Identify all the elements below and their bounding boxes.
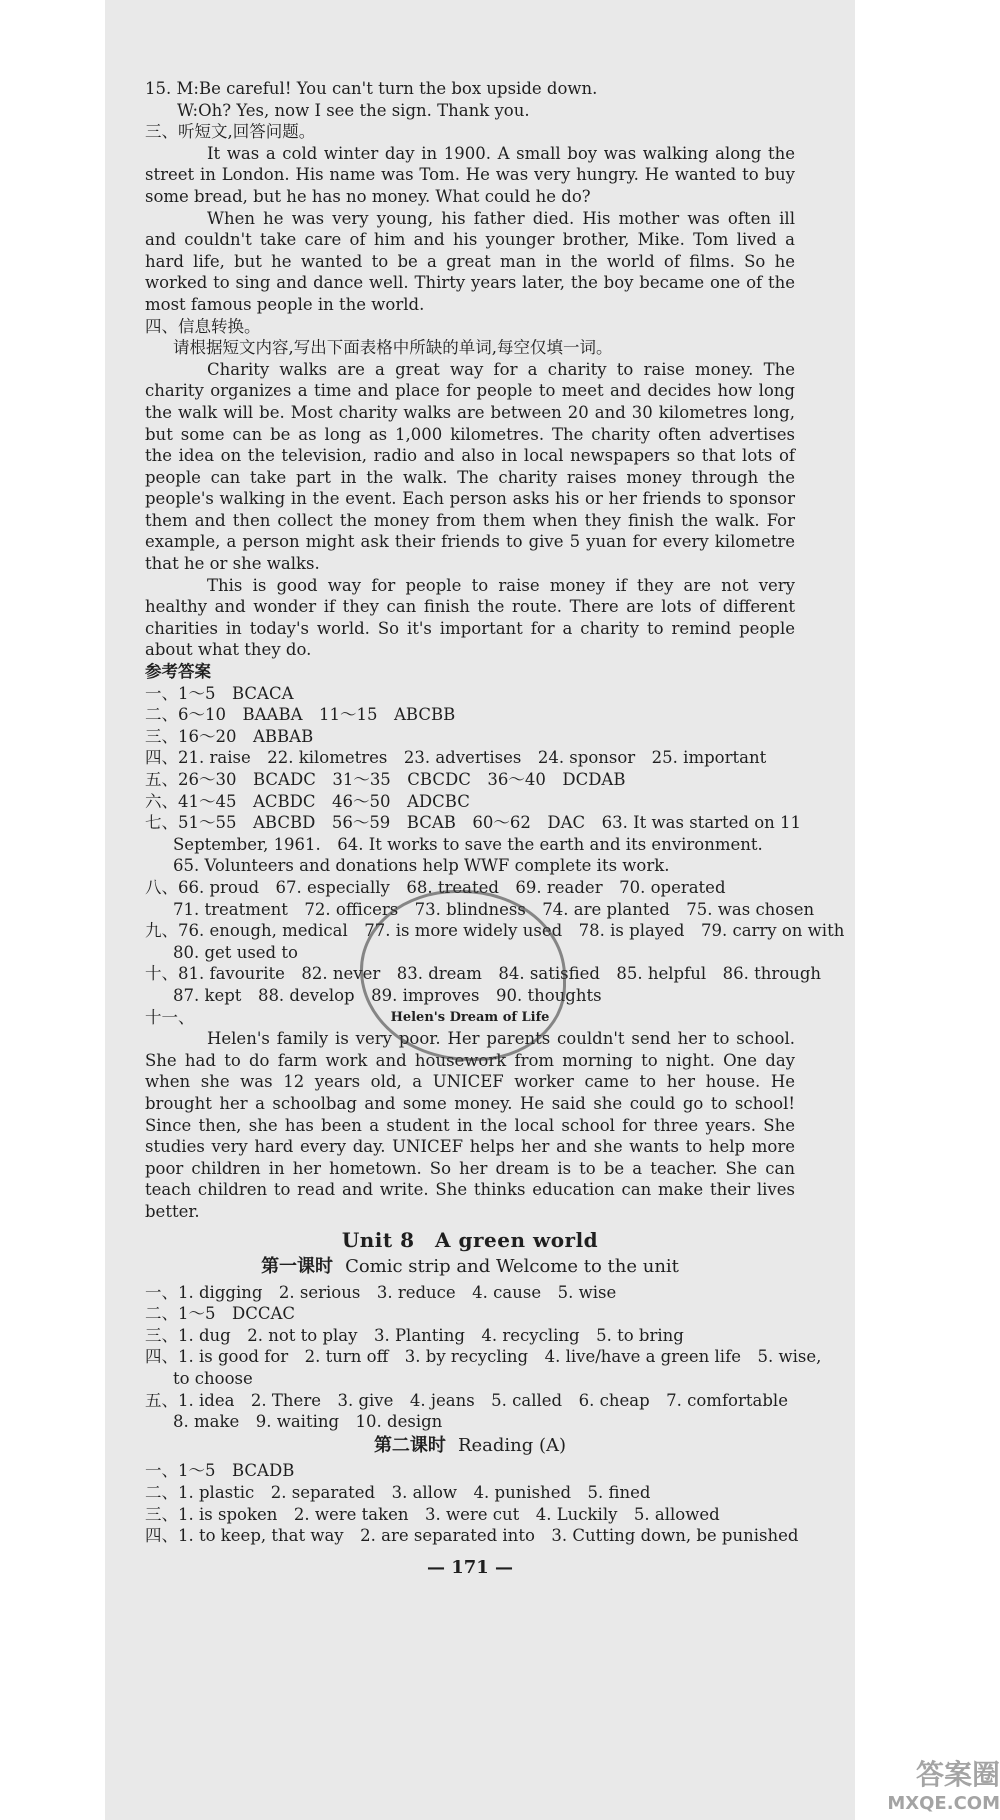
passage2-paragraph: This is good way for people to raise money if they are not very healthy and wonder if they can finish the route. There are lots of different charities in today's world. So it's important for a charity to remind people about what they do. bbox=[145, 575, 795, 660]
lesson1-title: Comic strip and Welcome to the unit bbox=[345, 1256, 679, 1278]
lesson1-line: 一、1. digging 2. serious 3. reduce 4. cause 5. wise bbox=[145, 1282, 617, 1302]
answer-line: 一、1～5 BCACA bbox=[145, 683, 294, 703]
lesson1-line: 四、1. is good for 2. turn off 3. by recycling 4. live/have a green life 5. wise, bbox=[145, 1347, 822, 1367]
lesson1-line: 五、1. idea 2. There 3. give 4. jeans 5. called 6. cheap 7. comfortable bbox=[145, 1390, 788, 1410]
answer-line: 65. Volunteers and donations help WWF complete its work. bbox=[173, 856, 670, 876]
dialogue-line-w: W:Oh? Yes, now I see the sign. Thank you. bbox=[177, 100, 530, 120]
lesson1-label: 第一课时 bbox=[261, 1256, 334, 1278]
lesson2-line: 四、1. to keep, that way 2. are separated into 3. Cutting down, be punished bbox=[145, 1526, 799, 1546]
answer-line: 80. get used to bbox=[173, 942, 298, 962]
answers-heading: 参考答案 bbox=[145, 662, 211, 682]
lesson2-header bbox=[145, 1435, 795, 1457]
section-3-heading: 三、听短文,回答问题。 bbox=[145, 122, 316, 142]
answer-line: September, 1961. 64. It works to save the earth and its environment. bbox=[173, 834, 763, 854]
answer-line: 九、76. enough, medical 77. is more widely used 78. is played 79. carry on with bbox=[145, 921, 845, 941]
scanned-page bbox=[105, 0, 855, 1820]
lesson2-line: 二、1. plastic 2. separated 3. allow 4. punished 5. fined bbox=[145, 1483, 651, 1502]
passage1-paragraph: It was a cold winter day in 1900. A small boy was walking along the street in London. His name was Tom. He was very hungry. He wanted to buy some bread, but he has no money. What could he do? bbox=[145, 143, 795, 206]
section-4-heading: 四、信息转换。 bbox=[145, 316, 261, 336]
lesson2-line: 三、1. is spoken 2. were taken 3. were cut 4. Luckily 5. allowed bbox=[145, 1504, 720, 1524]
page-number: — 171 — bbox=[426, 1556, 514, 1578]
lesson2-line: 一、1～5 BCADB bbox=[145, 1461, 295, 1481]
lesson2-title: Reading (A) bbox=[457, 1434, 567, 1456]
answer-line: 八、66. proud 67. especially 68. treated 69. reader 70. operated bbox=[145, 877, 726, 897]
lesson1-line: 8. make 9. waiting 10. design bbox=[173, 1412, 443, 1432]
essay-label: 十一、 bbox=[145, 1007, 195, 1027]
lesson1-line: to choose bbox=[173, 1369, 253, 1389]
answer-line: 87. kept 88. develop 89. improves 90. thoughts bbox=[173, 985, 602, 1005]
answer-line: 六、41～45 ACBDC 46～50 ADCBC bbox=[145, 791, 470, 811]
section-4-instruction: 请根据短文内容,写出下面表格中所缺的单词,每空仅填一词。 bbox=[173, 338, 613, 358]
watermark-main: 答案圈 bbox=[915, 1758, 1000, 1791]
essay-title: Helen's Dream of Life bbox=[390, 1009, 550, 1025]
dialogue-line-m: 15. M:Be careful! You can't turn the box upside down. bbox=[145, 79, 598, 98]
watermark-sub: MXQE.COM bbox=[887, 1793, 1000, 1814]
page-content bbox=[145, 78, 845, 1578]
answer-line: 三、16～20 ABBAB bbox=[145, 726, 314, 746]
lesson1-line: 三、1. dug 2. not to play 3. Planting 4. recycling 5. to bring bbox=[145, 1325, 684, 1345]
lesson2-label: 第二课时 bbox=[373, 1434, 446, 1456]
answer-line: 五、26～30 BCADC 31～35 CBCDC 36～40 DCDAB bbox=[145, 770, 626, 789]
watermark-logo bbox=[887, 1753, 1000, 1814]
unit-title: Unit 8 A green world bbox=[341, 1228, 599, 1253]
lesson1-header bbox=[145, 1256, 795, 1278]
passage2-paragraph: Charity walks are a great way for a charity to raise money. The charity organizes a time and place for people to meet and decides how long the walk will be. Most charity walks are between 20 and 30 kilometres long, but some can be as long as 1,000 kilometres. The charity often advertises the idea on the television, radio and also in local newspapers so that lots of people can take part in the walk. The charity raises money through the people's walking in the event. Each person asks his or her friends to sponsor them and then collect the money from them when they finish the walk. For example, a person might ask their friends to give 5 yuan for every kilometre that he or she walks. bbox=[145, 359, 795, 574]
answer-line: 七、51～55 ABCBD 56～59 BCAB 60～62 DAC 63. It was started on 11 bbox=[145, 813, 802, 833]
answer-line: 四、21. raise 22. kilometres 23. advertises 24. sponsor 25. important bbox=[145, 748, 767, 768]
lesson1-line: 二、1～5 DCCAC bbox=[145, 1304, 296, 1324]
answer-line: 二、6～10 BAABA 11～15 ABCBB bbox=[145, 705, 456, 725]
answer-line: 71. treatment 72. officers 73. blindness 74. are planted 75. was chosen bbox=[173, 899, 815, 919]
essay-paragraph: Helen's family is very poor. Her parents couldn't send her to school. She had to do farm work and housework from morning to night. One day when she was 12 years old, a UNICEF worker came to her house. He brought her a schoolbag and some money. He said she could go to school! Since then, she has been a student in the local school for three years. She studies very hard every day. UNICEF helps her and she wants to help more poor children in her hometown. So her dream is to be a teacher. She can teach children to read and write. She thinks education can make their lives better. bbox=[145, 1029, 795, 1221]
answer-line: 十、81. favourite 82. never 83. dream 84. satisfied 85. helpful 86. through bbox=[145, 964, 822, 984]
passage1-paragraph: When he was very young, his father died. His mother was often ill and couldn't take care of him and his younger brother, Mike. Tom lived a hard life, but he wanted to be a great man in the world of films. So he worked to sing and dance well. Thirty years later, the boy became one of the most famous people in the world. bbox=[145, 208, 795, 314]
